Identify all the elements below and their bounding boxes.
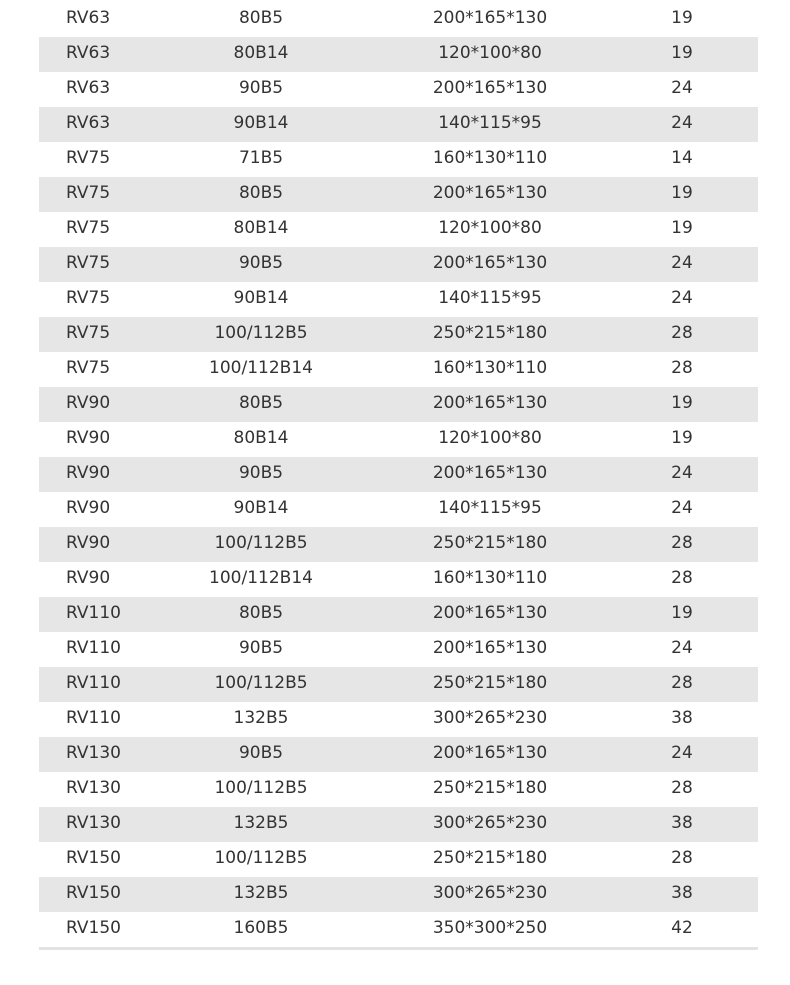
cell-flange-type-text: 80B5 (238, 393, 284, 413)
table-row (39, 597, 758, 632)
cell-flange-type-text: 80B5 (238, 8, 284, 28)
cell-model: RV90 (66, 498, 111, 518)
cell-model: RV130 (66, 743, 121, 763)
cell-model: RV150 (66, 848, 121, 868)
cell-shaft-diameter-text: 24 (671, 78, 693, 98)
cell-model: RV150 (66, 883, 121, 903)
table-row (39, 667, 758, 702)
cell-flange-type-text: 90B14 (233, 498, 289, 518)
cell-flange-type-text: 100/112B5 (214, 778, 308, 798)
cell-flange-type-text: 132B5 (233, 883, 289, 903)
table-row (39, 702, 758, 737)
table-row (39, 422, 758, 457)
cell-model: RV75 (66, 358, 111, 378)
cell-model: RV75 (66, 183, 111, 203)
cell-flange-dimensions-text: 160*130*110 (432, 148, 548, 168)
cell-shaft-diameter-text: 28 (671, 358, 693, 378)
cell-model: RV75 (66, 323, 111, 343)
cell-flange-dimensions-text: 200*165*130 (432, 78, 548, 98)
spec-table (39, 2, 758, 947)
table-row (39, 562, 758, 597)
cell-model: RV63 (66, 113, 111, 133)
cell-flange-type-text: 100/112B5 (214, 323, 308, 343)
cell-model: RV75 (66, 218, 111, 238)
cell-flange-dimensions-text: 200*165*130 (432, 743, 548, 763)
cell-flange-dimensions-text: 200*165*130 (432, 463, 548, 483)
cell-shaft-diameter-text: 28 (671, 533, 693, 553)
cell-flange-type-text: 90B14 (233, 113, 289, 133)
cell-shaft-diameter-text: 28 (671, 568, 693, 588)
cell-flange-dimensions-text: 250*215*180 (432, 673, 548, 693)
cell-shaft-diameter-text: 19 (671, 8, 693, 28)
cell-model: RV90 (66, 428, 111, 448)
cell-model: RV75 (66, 253, 111, 273)
cell-model: RV63 (66, 78, 111, 98)
cell-model: RV90 (66, 393, 111, 413)
cell-flange-dimensions-text: 200*165*130 (432, 8, 548, 28)
cell-flange-type-text: 80B14 (233, 428, 289, 448)
cell-shaft-diameter-text: 24 (671, 498, 693, 518)
table-row (39, 842, 758, 877)
table-row (39, 387, 758, 422)
cell-shaft-diameter-text: 19 (671, 43, 693, 63)
cell-flange-type-text: 100/112B5 (214, 848, 308, 868)
cell-model: RV75 (66, 148, 111, 168)
cell-model: RV63 (66, 43, 111, 63)
cell-shaft-diameter-text: 24 (671, 253, 693, 273)
cell-model: RV130 (66, 778, 121, 798)
cell-flange-dimensions-text: 120*100*80 (438, 43, 542, 63)
cell-flange-dimensions-text: 250*215*180 (432, 848, 548, 868)
cell-model: RV110 (66, 638, 121, 658)
cell-flange-dimensions-text: 160*130*110 (432, 358, 548, 378)
table-row (39, 877, 758, 912)
cell-flange-dimensions-text: 140*115*95 (438, 113, 542, 133)
cell-model: RV110 (66, 673, 121, 693)
table-row (39, 912, 758, 947)
cell-flange-type-text: 71B5 (238, 148, 284, 168)
cell-flange-dimensions-text: 250*215*180 (432, 778, 548, 798)
cell-shaft-diameter-text: 24 (671, 638, 693, 658)
table-row (39, 807, 758, 842)
cell-flange-type-text: 80B14 (233, 43, 289, 63)
table-row (39, 457, 758, 492)
table-row (39, 72, 758, 107)
cell-model: RV75 (66, 288, 111, 308)
cell-shaft-diameter-text: 38 (671, 813, 693, 833)
cell-model: RV150 (66, 918, 121, 938)
cell-shaft-diameter-text: 24 (671, 463, 693, 483)
cell-flange-dimensions-text: 300*265*230 (432, 813, 548, 833)
cell-flange-type-text: 132B5 (233, 813, 289, 833)
cell-model: RV110 (66, 708, 121, 728)
cell-model: RV110 (66, 603, 121, 623)
cell-shaft-diameter-text: 28 (671, 323, 693, 343)
cell-model: RV63 (66, 8, 111, 28)
cell-model: RV90 (66, 463, 111, 483)
cell-flange-type-text: 80B5 (238, 183, 284, 203)
cell-flange-type-text: 100/112B14 (209, 568, 313, 588)
cell-flange-type-text: 90B5 (238, 78, 284, 98)
cell-flange-type-text: 132B5 (233, 708, 289, 728)
cell-flange-type-text: 90B5 (238, 638, 284, 658)
table-row (39, 212, 758, 247)
cell-shaft-diameter-text: 38 (671, 883, 693, 903)
table-row (39, 317, 758, 352)
cell-shaft-diameter-text: 28 (671, 673, 693, 693)
table-row (39, 107, 758, 142)
cell-shaft-diameter-text: 19 (671, 428, 693, 448)
table-row (39, 527, 758, 562)
table-bottom-rule (39, 947, 758, 950)
table-row (39, 282, 758, 317)
cell-shaft-diameter-text: 42 (671, 918, 693, 938)
cell-shaft-diameter-text: 38 (671, 708, 693, 728)
cell-flange-dimensions-text: 200*165*130 (432, 393, 548, 413)
cell-flange-dimensions-text: 160*130*110 (432, 568, 548, 588)
table-row (39, 37, 758, 72)
cell-flange-dimensions-text: 120*100*80 (438, 218, 542, 238)
cell-flange-type-text: 100/112B14 (209, 358, 313, 378)
cell-model: RV90 (66, 533, 111, 553)
table-row (39, 772, 758, 807)
cell-flange-type-text: 90B5 (238, 743, 284, 763)
cell-flange-dimensions-text: 200*165*130 (432, 638, 548, 658)
cell-flange-dimensions-text: 200*165*130 (432, 183, 548, 203)
table-row (39, 2, 758, 37)
cell-shaft-diameter-text: 19 (671, 183, 693, 203)
cell-flange-dimensions-text: 200*165*130 (432, 603, 548, 623)
cell-flange-dimensions-text: 140*115*95 (438, 288, 542, 308)
cell-flange-type-text: 80B14 (233, 218, 289, 238)
cell-model: RV90 (66, 568, 111, 588)
cell-flange-dimensions-text: 250*215*180 (432, 323, 548, 343)
cell-flange-dimensions-text: 120*100*80 (438, 428, 542, 448)
table-row (39, 632, 758, 667)
table-row (39, 352, 758, 387)
cell-shaft-diameter-text: 24 (671, 288, 693, 308)
cell-flange-dimensions-text: 350*300*250 (432, 918, 548, 938)
cell-flange-dimensions-text: 200*165*130 (432, 253, 548, 273)
table-row (39, 177, 758, 212)
cell-model: RV130 (66, 813, 121, 833)
cell-shaft-diameter-text: 24 (671, 113, 693, 133)
table-row (39, 142, 758, 177)
cell-flange-type-text: 90B5 (238, 463, 284, 483)
cell-flange-type-text: 90B14 (233, 288, 289, 308)
cell-flange-type-text: 100/112B5 (214, 533, 308, 553)
cell-shaft-diameter-text: 19 (671, 603, 693, 623)
cell-shaft-diameter-text: 14 (671, 148, 693, 168)
cell-flange-type-text: 160B5 (233, 918, 289, 938)
cell-flange-dimensions-text: 300*265*230 (432, 708, 548, 728)
cell-flange-dimensions-text: 140*115*95 (438, 498, 542, 518)
cell-shaft-diameter-text: 28 (671, 848, 693, 868)
cell-flange-type-text: 100/112B5 (214, 673, 308, 693)
cell-shaft-diameter-text: 19 (671, 218, 693, 238)
cell-flange-dimensions-text: 250*215*180 (432, 533, 548, 553)
cell-flange-type-text: 80B5 (238, 603, 284, 623)
table-row (39, 737, 758, 772)
cell-shaft-diameter-text: 24 (671, 743, 693, 763)
cell-shaft-diameter-text: 19 (671, 393, 693, 413)
cell-flange-type-text: 90B5 (238, 253, 284, 273)
table-row (39, 247, 758, 282)
cell-shaft-diameter-text: 28 (671, 778, 693, 798)
table-row (39, 492, 758, 527)
cell-flange-dimensions-text: 300*265*230 (432, 883, 548, 903)
